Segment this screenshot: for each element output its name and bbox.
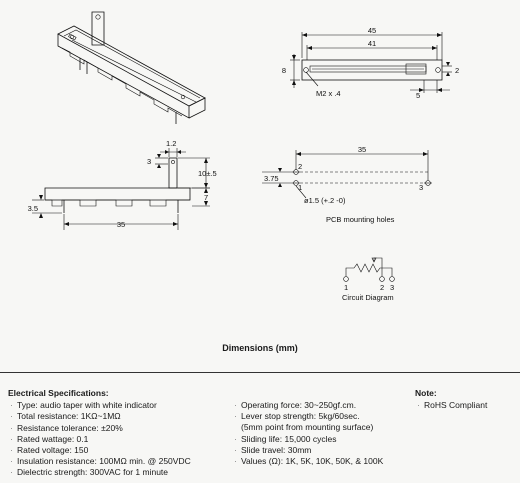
dim-overall: 45 — [367, 26, 377, 35]
dim-lever-width: 1.2 — [166, 139, 177, 148]
circuit-pin2: 2 — [380, 283, 385, 292]
spec-item: · Type: audio taper with white indicator — [8, 400, 191, 411]
spec-item: · Dielectric strength: 300VAC for 1 minute — [8, 467, 191, 478]
spec-item: · Sliding life: 15,000 cycles — [232, 434, 383, 445]
dim-pin-height: 3.5 — [27, 204, 38, 213]
product-isometric-view — [58, 12, 205, 124]
pcb-pin1: 1 — [298, 183, 303, 192]
circuit-caption: Circuit Diagram — [342, 293, 394, 302]
spec-item: · Slide travel: 30mm — [232, 445, 383, 456]
note-heading: Note: — [415, 388, 437, 398]
note-item: · RoHS Compliant — [415, 400, 487, 411]
circuit-pin3: 3 — [390, 283, 395, 292]
note-section — [415, 388, 487, 411]
dim-body-height: 7 — [204, 193, 209, 202]
dim-lever-offset: 3 — [147, 157, 152, 166]
dim-height: 8 — [281, 66, 286, 75]
circuit-diagram — [342, 258, 394, 302]
pcb-caption: PCB mounting holes — [326, 215, 395, 224]
dim-offset: 5 — [416, 91, 421, 100]
top-view-drawing — [282, 26, 459, 100]
electrical-specs — [8, 388, 191, 479]
pcb-height: 3.75 — [264, 174, 279, 183]
side-view-drawing — [28, 139, 217, 230]
dimensions-title: Dimensions (mm) — [222, 343, 298, 353]
spec-item: · Rated wattage: 0.1 — [8, 434, 191, 445]
divider — [0, 372, 520, 373]
spec-item: · Operating force: 30~250gf.cm. — [232, 400, 383, 411]
pcb-holes-drawing — [262, 145, 432, 224]
mechanical-specs — [232, 400, 383, 467]
pcb-pin3: 3 — [419, 183, 424, 192]
dim-tab: 2 — [455, 66, 460, 75]
spec-item: · Resistance tolerance: ±20% — [8, 423, 191, 434]
circuit-pin1: 1 — [344, 283, 349, 292]
spec-item-note: (5mm point from mounting surface) — [241, 422, 374, 433]
spec-item: · Total resistance: 1KΩ~1MΩ — [8, 411, 191, 422]
electrical-heading: Electrical Specifications: — [8, 388, 109, 398]
spec-item: · Lever stop strength: 5kg/60sec. — [232, 411, 383, 422]
dim-inner: 41 — [367, 39, 377, 48]
pcb-pin2: 2 — [298, 162, 303, 171]
dim-lever-height: 10±.5 — [198, 169, 217, 178]
screw-label: M2 x .4 — [316, 89, 341, 98]
spec-item: · Values (Ω): 1K, 5K, 10K, 50K, & 100K — [232, 456, 383, 467]
spec-item: · Rated voltage: 150 — [8, 445, 191, 456]
pcb-spacing: 35 — [357, 145, 367, 154]
dim-pin-spacing: 35 — [116, 220, 126, 229]
pcb-hole-size: ø1.5 (+.2 -0) — [304, 196, 346, 205]
spec-item: · Insulation resistance: 100MΩ min. @ 250VDC — [8, 456, 191, 467]
